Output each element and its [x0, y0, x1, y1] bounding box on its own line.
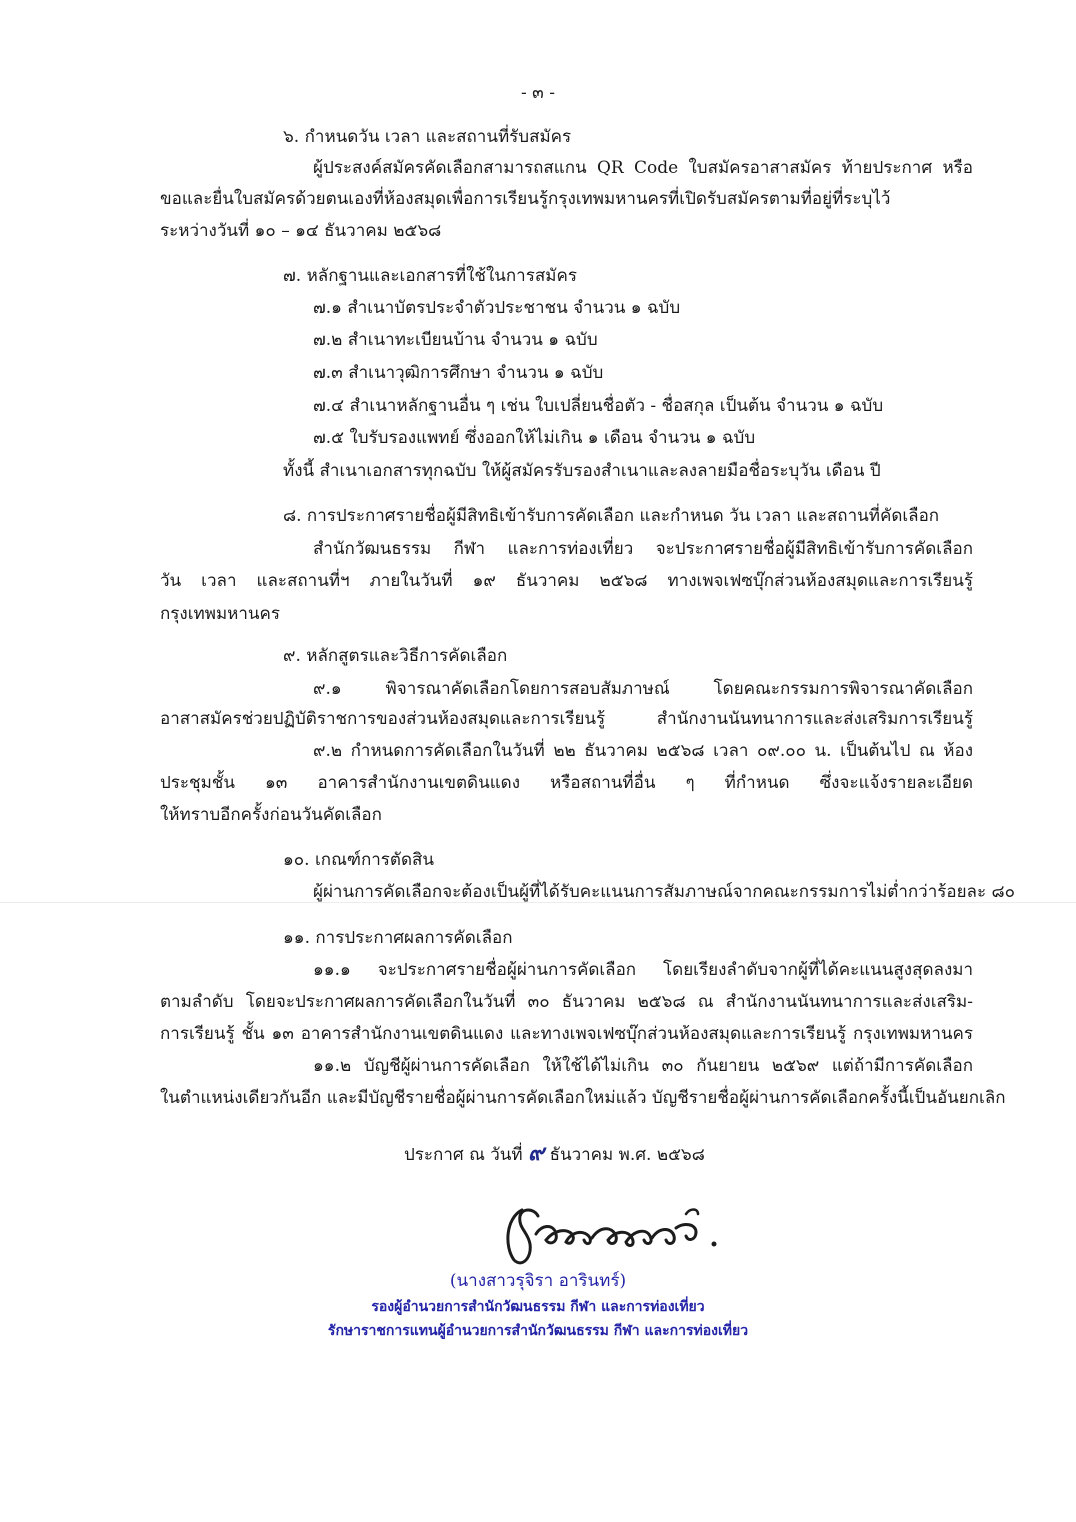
signatory-position-2: รักษาราชการแทนผู้อำนวยการสำนักวัฒนธรรม กีฬา และการท่องเที่ยว	[327, 1323, 749, 1339]
section8-line: กรุงเทพมหานคร	[160, 604, 281, 624]
section7-heading: ๗. หลักฐานและเอกสารที่ใช้ในการสมัคร	[283, 266, 577, 286]
handwritten-signature	[500, 1200, 730, 1270]
section9-heading: ๙. หลักสูตรและวิธีการคัดเลือก	[283, 646, 508, 666]
section9-line: ๙.๒ กำหนดการคัดเลือกในวันที่ ๒๒ ธันวาคม ๒๕๖๘ เวลา ๐๙.๐๐ น. เป็นต้นไป ณ ห้อง	[313, 741, 973, 761]
section6-line: ระหว่างวันที่ ๑๐ – ๑๔ ธันวาคม ๒๕๖๘	[160, 221, 442, 241]
scan-fold-line	[0, 902, 1076, 903]
section11-line: ในตำแหน่งเดียวกันอีก และมีบัญชีรายชื่อผู้ผ่านการคัดเลือกใหม่แล้ว บัญชีรายชื่อผู้ผ่านการคัดเลือกครั้งนี้เป็นอันยกเลิก	[160, 1088, 1006, 1108]
section11-line: ๑๑.๒ บัญชีผู้ผ่านการคัดเลือก ให้ใช้ได้ไม่เกิน ๓๐ กันยายน ๒๕๖๙ แต่ถ้ามีการคัดเลือก	[313, 1056, 973, 1076]
section7-note: ทั้งนี้ สำเนาเอกสารทุกฉบับ ให้ผู้สมัครรับรองสำเนาและลงลายมือชื่อระบุวัน เดือน ปี	[283, 461, 881, 481]
section11-line: การเรียนรู้ ชั้น ๑๓ อาคารสำนักงานเขตดินแดง และทางเพจเฟซบุ๊กส่วนห้องสมุดและการเรียนรู้ กรุงเทพมหานคร	[160, 1024, 973, 1044]
section7-item: ๗.๑ สำเนาบัตรประจำตัวประชาชน จำนวน ๑ ฉบับ	[313, 298, 681, 318]
section7-item: ๗.๕ ใบรับรองแพทย์ ซึ่งออกให้ไม่เกิน ๑ เดือน จำนวน ๑ ฉบับ	[313, 428, 756, 448]
page-number: - ๓ -	[521, 83, 555, 103]
section9-line: ให้ทราบอีกครั้งก่อนวันคัดเลือก	[160, 805, 382, 825]
section11-line: ตามลำดับ โดยจะประกาศผลการคัดเลือกในวันที่ ๓๐ ธันวาคม ๒๕๖๘ ณ สำนักงานนันทนาการและส่งเสริม-	[160, 992, 973, 1012]
section11-heading: ๑๑. การประกาศผลการคัดเลือก	[283, 928, 513, 948]
section8-line: สำนักวัฒนธรรม กีฬา และการท่องเที่ยว จะประกาศรายชื่อผู้มีสิทธิเข้ารับการคัดเลือก	[313, 539, 973, 559]
section7-item: ๗.๓ สำเนาวุฒิการศึกษา จำนวน ๑ ฉบับ	[313, 363, 604, 383]
section8-heading: ๘. การประกาศรายชื่อผู้มีสิทธิเข้ารับการคัดเลือก และกำหนด วัน เวลา และสถานที่คัดเลือก	[283, 506, 940, 526]
section9-line: ๙.๑ พิจารณาคัดเลือกโดยการสอบสัมภาษณ์ โดยคณะกรรมการพิจารณาคัดเลือก	[313, 679, 973, 699]
section7-item: ๗.๔ สำเนาหลักฐานอื่น ๆ เช่น ใบเปลี่ยนชื่อตัว - ชื่อสกุล เป็นต้น จำนวน ๑ ฉบับ	[313, 396, 884, 416]
announce-prefix: ประกาศ ณ วันที่	[404, 1145, 523, 1165]
section7-item: ๗.๒ สำเนาทะเบียนบ้าน จำนวน ๑ ฉบับ	[313, 330, 598, 350]
announce-date	[404, 1140, 705, 1168]
section9-line: ประชุมชั้น ๑๓ อาคารสำนักงานเขตดินแดง หรือสถานที่อื่น ๆ ที่กำหนด ซึ่งจะแจ้งรายละเอียด	[160, 773, 973, 793]
section6-heading: ๖. กำหนดวัน เวลา และสถานที่รับสมัคร	[283, 127, 572, 147]
signatory-position-1: รองผู้อำนวยการสำนักวัฒนธรรม กีฬา และการท่องเที่ยว	[371, 1299, 705, 1315]
signatory-name: (นางสาวรุจิรา อารินทร์)	[449, 1271, 627, 1291]
section8-line: วัน เวลา และสถานที่ฯ ภายในวันที่ ๑๙ ธันวาคม ๒๕๖๘ ทางเพจเฟซบุ๊กส่วนห้องสมุดและการเรียนรู้	[160, 571, 973, 591]
announce-suffix: ธันวาคม พ.ศ. ๒๕๖๘	[549, 1145, 705, 1165]
announce-day-handwritten: ๙	[528, 1140, 545, 1166]
section6-line: ขอและยื่นใบสมัครด้วยตนเองที่ห้องสมุดเพื่อการเรียนรู้กรุงเทพมหานครที่เปิดรับสมัครตามที่อยู่ที่ระบุไว้	[160, 189, 891, 209]
section10-heading: ๑๐. เกณฑ์การตัดสิน	[283, 850, 435, 870]
section11-line: ๑๑.๑ จะประกาศรายชื่อผู้ผ่านการคัดเลือก โดยเรียงลำดับจากผู้ที่ได้คะแนนสูงสุดลงมา	[313, 960, 973, 980]
section9-line: อาสาสมัครช่วยปฏิบัติราชการของส่วนห้องสมุดและการเรียนรู้ สำนักงานนันทนาการและส่งเสริมการเรียนรู้	[160, 709, 973, 729]
section10-line: ผู้ผ่านการคัดเลือกจะต้องเป็นผู้ที่ได้รับคะแนนการสัมภาษณ์จากคณะกรรมการไม่ต่ำกว่าร้อยละ ๘๐	[313, 882, 1016, 902]
section6-line: ผู้ประสงค์สมัครคัดเลือกสามารถสแกน QR Code ใบสมัครอาสาสมัคร ท้ายประกาศ หรือ	[313, 158, 973, 178]
